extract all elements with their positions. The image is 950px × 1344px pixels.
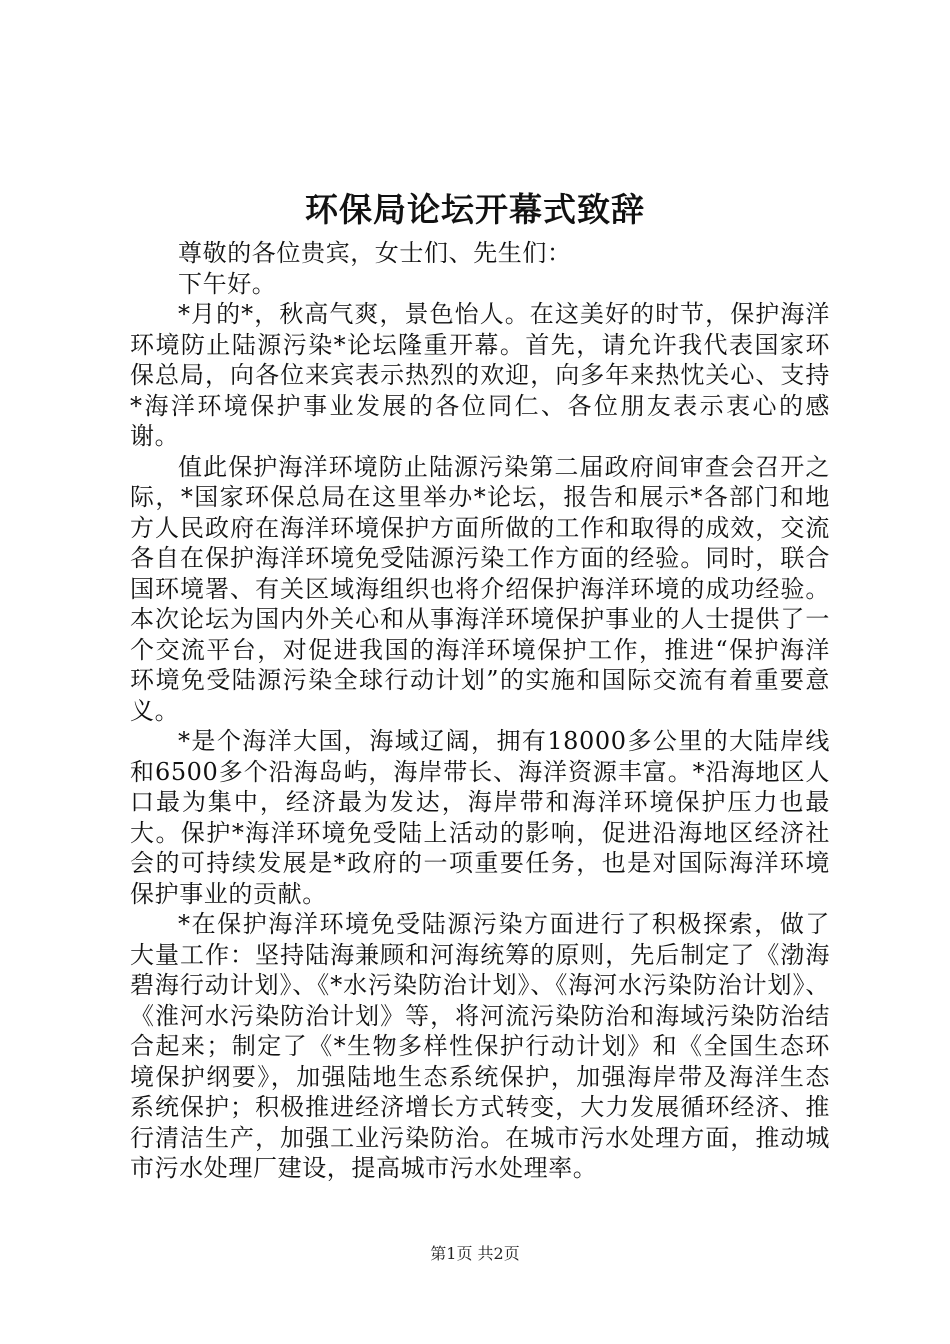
page-number-footer: 第1页 共2页: [430, 1244, 520, 1263]
body-paragraph: 值此保护海洋环境防止陆源污染第二届政府间审查会召开之际，*国家环保总局在这里举办*论坛，报告和展示*各部门和地方人民政府在海洋环境保护方面所做的工作和取得的成效，交流各自在保护海洋环境免受陆源污染工作方面的经验。同时，联合国环境署、有关区域海组织也将介绍保护海洋环境的成功经验。本次论坛为国内外关心和从事海洋环境保护事业的人士提供了一个交流平台，对促进我国的海洋环境保护工作，推进“保护海洋环境免受陆源污染全球行动计划”的实施和国际交流有着重要意义。: [130, 452, 830, 725]
document-body: [130, 238, 830, 1184]
body-paragraph: *月的*，秋高气爽，景色怡人。在这美好的时节，保护海洋环境防止陆源污染*论坛隆重开幕。首先，请允许我代表国家环保总局，向各位来宾表示热烈的欢迎，向多年来热忱关心、支持*海洋环境保护事业发展的各位同仁、各位朋友表示衷心的感谢。: [130, 300, 830, 450]
salutation-paragraph: 尊敬的各位贵宾，女士们、先生们：: [178, 239, 572, 267]
body-paragraph: *是个海洋大国，海域辽阔，拥有18000多公里的大陆岸线和6500多个沿海岛屿，海岸带长、海洋资源丰富。*沿海地区人口最为集中，经济最为发达，海岸带和海洋环境保护压力也最大。保护*海洋环境免受陆上活动的影响，促进沿海地区经济社会的可持续发展是*政府的一项重要任务，也是对国际海洋环境保护事业的贡献。: [130, 727, 830, 908]
document-title: 环保局论坛开幕式致辞: [305, 190, 645, 229]
greeting-paragraph: 下午好。: [178, 269, 277, 298]
body-paragraph: *在保护海洋环境免受陆源污染方面进行了积极探索，做了大量工作：坚持陆海兼顾和河海统筹的原则，先后制定了《渤海碧海行动计划》、《*水污染防治计划》、《海河水污染防治计划》、《淮河水污染防治计划》等，将河流污染防治和海域污染防治结合起来；制定了《*生物多样性保护行动计划》和《全国生态环境保护纲要》，加强陆地生态系统保护，加强海岸带及海洋生态系统保护；积极推进经济增长方式转变，大力发展循环经济、推行清洁生产，加强工业污染防治。在城市污水处理方面，推动城市污水处理厂建设，提高城市污水处理率。: [130, 910, 830, 1182]
